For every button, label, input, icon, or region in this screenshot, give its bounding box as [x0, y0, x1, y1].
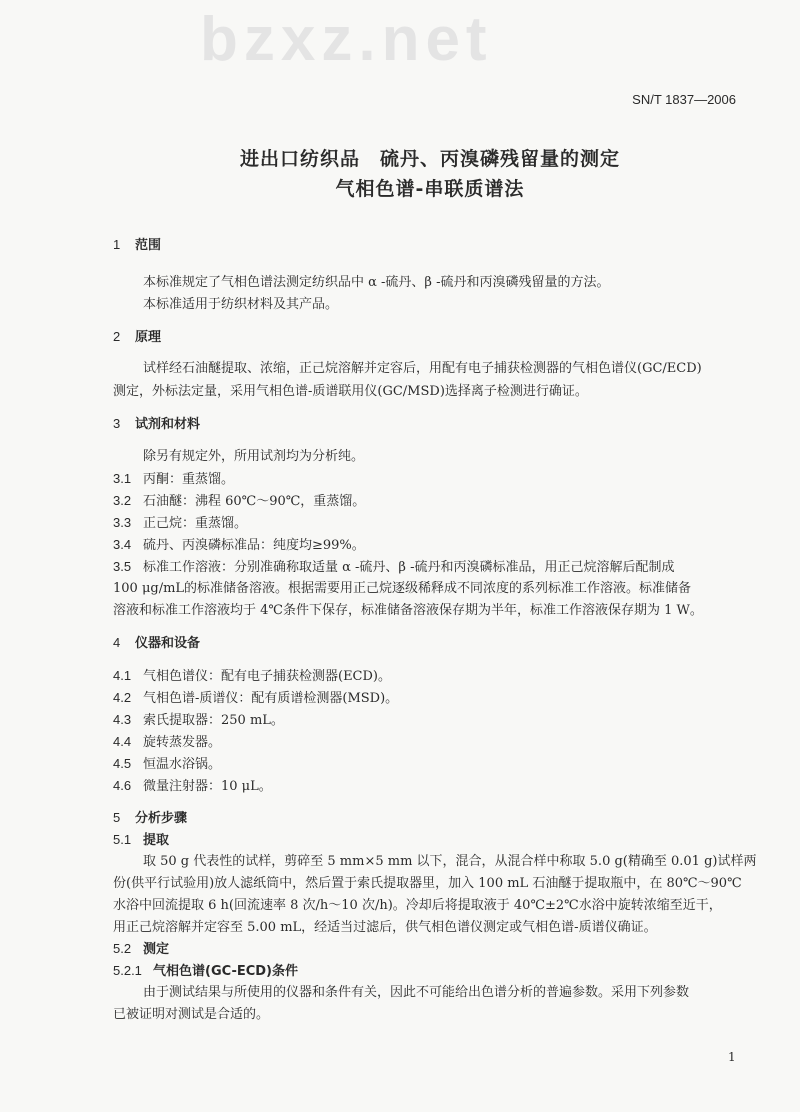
section-number: 3	[113, 416, 121, 431]
section-number: 1	[113, 237, 121, 252]
watermark: bzxz.net	[200, 5, 493, 74]
paragraph-line: 试样经石油醚提取、浓缩，正己烷溶解并定容后，用配有电子捕获检测器的气相色谱仪(GC/ECD)	[143, 361, 702, 376]
list-item	[113, 558, 674, 577]
section-number: 5.2.1	[113, 963, 142, 978]
section-title: 仪器和设备	[135, 636, 201, 651]
subsection-5-2-1-heading	[113, 962, 298, 981]
section-title: 范围	[135, 238, 162, 253]
section-title: 提取	[143, 833, 170, 848]
section-1-heading	[113, 236, 161, 255]
item-number: 3.5	[113, 559, 132, 574]
list-item	[113, 514, 247, 533]
section-number: 5.2	[113, 941, 132, 956]
item-text: 正己烷：重蒸馏。	[143, 516, 248, 531]
paragraph-line: 水浴中回流提取 6 h(回流速率 8 次/h～10 次/h)。冷却后将提取液于 40℃±2℃水浴中旋转浓缩至近干，	[113, 898, 722, 913]
item-text: 旋转蒸发器。	[143, 735, 222, 750]
item-number: 4.2	[113, 690, 132, 705]
item-text: 索氏提取器：250 mL。	[143, 713, 284, 728]
list-item	[113, 777, 272, 796]
section-2-heading	[113, 328, 161, 347]
item-text: 丙酮：重蒸馏。	[143, 472, 235, 487]
item-number: 4.6	[113, 778, 132, 793]
list-item	[113, 470, 234, 489]
paragraph-line: 份(供平行试验用)放人滤纸筒中，然后置于索氏提取器里，加入 100 mL 石油醚于提取瓶中，在 80℃～90℃	[113, 876, 742, 891]
list-item	[113, 711, 284, 730]
item-text: 气相色谱仪：配有电子捕获检测器(ECD)。	[143, 669, 392, 684]
paragraph-line: 用正己烷溶解并定容至 5.00 mL，经适当过滤后，供气相色谱仪测定或气相色谱-质谱仪确证。	[113, 920, 657, 935]
paragraph-line: 测定，外标法定量，采用气相色谱-质谱联用仪(GC/MSD)选择离子检测进行确证。	[113, 384, 588, 399]
paragraph-line: 溶液和标准工作溶液均于 4℃条件下保存，标准储备溶液保存期为半年，标准工作溶液保存期为 1 W。	[113, 603, 703, 618]
item-text: 石油醚：沸程 60℃～90℃，重蒸馏。	[143, 494, 366, 509]
section-number: 2	[113, 329, 121, 344]
item-text: 微量注射器：10 μL。	[143, 779, 272, 794]
list-item	[113, 689, 398, 708]
section-4-heading	[113, 634, 200, 653]
subsection-5-1-heading	[113, 831, 169, 850]
list-item	[113, 536, 365, 555]
item-number: 4.4	[113, 734, 132, 749]
item-text: 硫丹、丙溴磷标准品：纯度均≥99%。	[143, 538, 365, 553]
item-text: 恒温水浴锅。	[143, 757, 222, 772]
section-3-heading	[113, 415, 200, 434]
section-number: 4	[113, 635, 121, 650]
subsection-5-2-heading	[113, 940, 169, 959]
paragraph: 除另有规定外，所用试剂均为分析纯。	[143, 449, 365, 464]
item-number: 4.5	[113, 756, 132, 771]
paragraph: 本标准适用于纺织材料及其产品。	[143, 297, 339, 312]
document-title: 进出口纺织品 硫丹、丙溴磷残留量的测定	[239, 148, 620, 170]
section-title: 原理	[135, 330, 162, 345]
list-item	[113, 733, 221, 752]
section-title: 气相色谱(GC-ECD)条件	[153, 964, 298, 979]
item-text: 气相色谱-质谱仪：配有质谱检测器(MSD)。	[143, 691, 399, 706]
section-number: 5	[113, 810, 121, 825]
item-number: 4.3	[113, 712, 132, 727]
paragraph-line: 100 μg/mL的标准储备溶液。根据需要用正己烷逐级稀释成不同浓度的系列标准工作溶液。标准储备	[113, 581, 692, 596]
section-title: 试剂和材料	[135, 417, 201, 432]
list-item	[113, 755, 221, 774]
paragraph-line: 已被证明对测试是合适的。	[113, 1007, 270, 1022]
standard-number: SN/T 1837—2006	[632, 92, 736, 107]
item-number: 3.2	[113, 493, 132, 508]
list-item	[113, 492, 365, 511]
paragraph-line: 由于测试结果与所使用的仪器和条件有关，因此不可能给出色谱分析的普遍参数。采用下列参数	[143, 985, 690, 1000]
section-title: 分析步骤	[135, 811, 188, 826]
section-5-heading	[113, 809, 187, 828]
list-item	[113, 667, 391, 686]
paragraph-line: 取 50 g 代表性的试样，剪碎至 5 mm×5 mm 以下，混合，从混合样中称取 5.0 g(精确至 0.01 g)试样两	[143, 854, 757, 869]
item-number: 3.3	[113, 515, 132, 530]
page-number: 1	[728, 1050, 736, 1064]
item-number: 4.1	[113, 668, 132, 683]
document-subtitle: 气相色谱-串联质谱法	[335, 178, 525, 200]
item-number: 3.4	[113, 537, 132, 552]
item-text: 标准工作溶液：分别准确称取适量 α -硫丹、β -硫丹和丙溴磷标准品，用正己烷溶解后配制成	[143, 560, 675, 575]
section-number: 5.1	[113, 832, 132, 847]
paragraph: 本标准规定了气相色谱法测定纺织品中 α -硫丹、β -硫丹和丙溴磷残留量的方法。	[143, 275, 610, 290]
section-title: 测定	[143, 942, 170, 957]
item-number: 3.1	[113, 471, 132, 486]
